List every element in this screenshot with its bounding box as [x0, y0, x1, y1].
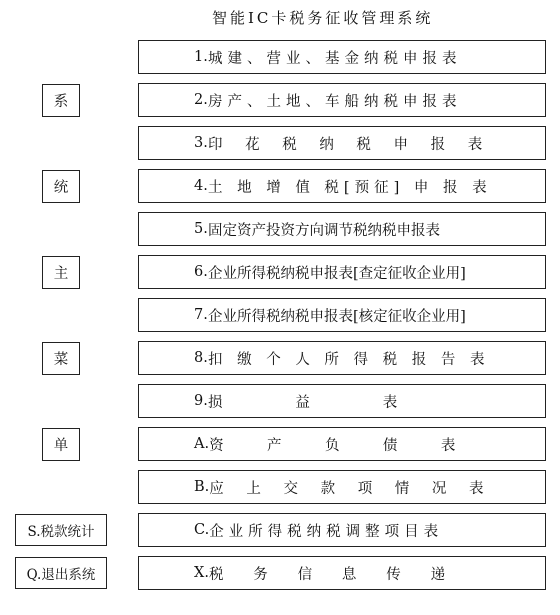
menu-item-number: 9. [194, 393, 208, 409]
side-label-char: 主 [53, 266, 69, 282]
menu-item-8[interactable] [138, 341, 546, 375]
menu-item-5[interactable] [138, 212, 546, 246]
menu-item-6[interactable] [138, 255, 546, 289]
menu-item-label: 房产、土地、车船纳税申报表 [208, 93, 462, 110]
menu-item-label: 损 益 表 [208, 394, 402, 411]
side-label-char: 单 [53, 438, 69, 454]
menu-item-label: 税 务 信 息 传 递 [208, 566, 450, 583]
menu-item-label: 土 地 增 值 税[预征] 申 报 表 [208, 179, 492, 196]
menu-item-label: 固定资产投资方向调节税纳税申报表 [208, 222, 440, 239]
menu-item-x[interactable] [138, 556, 546, 590]
menu-item-number: 3. [194, 135, 208, 151]
tax-statistics-button[interactable] [15, 514, 107, 546]
menu-item-9[interactable] [138, 384, 546, 418]
menu-item-c[interactable] [138, 513, 546, 547]
menu-item-label: 应 上 交 款 项 情 况 表 [209, 480, 493, 497]
menu-item-label: 企业所得税纳税申报表[核定征收企业用] [208, 308, 466, 325]
menu-item-number: X. [194, 565, 209, 581]
menu-item-3[interactable] [138, 126, 546, 160]
exit-system-button[interactable] [15, 557, 107, 589]
side-label-char: 菜 [53, 352, 69, 368]
menu-item-number: 6. [194, 264, 208, 280]
page-title: 智能IC卡税务征收管理系统 [212, 9, 434, 27]
menu-item-2[interactable] [138, 83, 546, 117]
menu-item-label: 扣 缴 个 人 所 得 税 报 告 表 [208, 351, 490, 368]
menu-item-4[interactable] [138, 169, 546, 203]
exit-system-label: Q.退出系统 [26, 567, 96, 583]
tax-statistics-label: S.税款统计 [27, 524, 95, 540]
side-label-xi [42, 84, 80, 117]
menu-item-number: 2. [194, 92, 208, 108]
side-label-char: 系 [53, 94, 69, 110]
menu-item-number: 8. [194, 350, 208, 366]
side-label-char: 统 [53, 180, 69, 196]
menu-item-number: 7. [194, 307, 208, 323]
menu-item-number: 4. [194, 178, 208, 194]
menu-item-label: 资 产 负 债 表 [209, 437, 461, 454]
side-label-tong [42, 170, 80, 203]
side-label-cai [42, 342, 80, 375]
menu-item-number: C. [194, 522, 210, 538]
menu-item-number: 1. [194, 49, 208, 65]
menu-item-a[interactable] [138, 427, 546, 461]
menu-item-label: 企业所得税纳税申报表[查定征收企业用] [208, 265, 466, 282]
menu-item-label: 印 花 税 纳 税 申 报 表 [208, 136, 492, 153]
menu-item-number: A. [194, 436, 210, 452]
menu-item-1[interactable] [138, 40, 546, 74]
menu-item-label: 企业所得税纳税调整项目表 [209, 523, 444, 540]
menu-item-b[interactable] [138, 470, 546, 504]
menu-item-label: 城建、营业、基金纳税申报表 [208, 50, 462, 67]
side-label-dan [42, 428, 80, 461]
menu-item-number: 5. [194, 221, 208, 237]
side-label-zhu [42, 256, 80, 289]
menu-item-7[interactable] [138, 298, 546, 332]
menu-item-number: B. [194, 479, 210, 495]
